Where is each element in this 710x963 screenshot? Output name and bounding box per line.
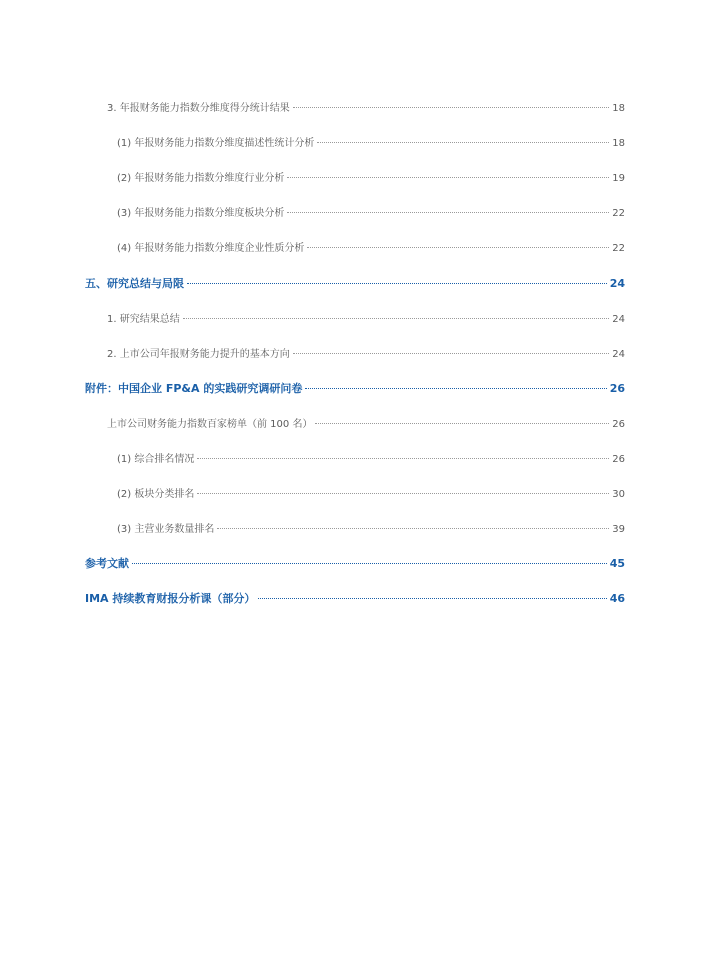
toc-entry-5-2[interactable]: [107, 345, 625, 361]
dot-leader: [132, 563, 607, 564]
dot-leader: [183, 318, 610, 319]
toc-entry-business-count-ranking[interactable]: [117, 520, 625, 536]
toc-page-number: 30: [612, 489, 625, 500]
toc-page-number: 46: [609, 592, 625, 605]
toc-entry-label: (2) 板块分类排名: [117, 489, 195, 500]
toc-page-number: 24: [612, 314, 625, 325]
dot-leader: [217, 528, 609, 529]
toc-page-number: 24: [609, 277, 625, 290]
dot-leader: [258, 598, 606, 599]
toc-entry-section-3[interactable]: [107, 99, 625, 115]
toc-entry-label: (1) 综合排名情况: [117, 454, 195, 465]
toc-entry-3-4[interactable]: [117, 239, 625, 255]
toc-entry-sector-ranking[interactable]: [117, 485, 625, 501]
toc-entry-label: 3. 年报财务能力指数分维度得分统计结果: [107, 103, 290, 114]
dot-leader: [187, 283, 607, 284]
dot-leader: [287, 212, 609, 213]
toc-entry-label: 五、研究总结与局限: [85, 277, 184, 290]
dot-leader: [287, 177, 609, 178]
toc-entry-label: (1) 年报财务能力指数分维度描述性统计分析: [117, 138, 315, 149]
dot-leader: [197, 458, 609, 459]
toc-entry-3-2[interactable]: [117, 169, 625, 185]
dot-leader: [197, 493, 609, 494]
toc-page-number: 22: [612, 208, 625, 219]
toc-page-number: 18: [612, 103, 625, 114]
toc-entry-label: (2) 年报财务能力指数分维度行业分析: [117, 173, 285, 184]
toc-page-number: 26: [612, 419, 625, 430]
dot-leader: [293, 107, 610, 108]
toc-entry-label: 上市公司财务能力指数百家榜单（前 100 名）: [107, 419, 313, 430]
toc-page-number: 26: [612, 454, 625, 465]
toc-entry-label: 2. 上市公司年报财务能力提升的基本方向: [107, 349, 290, 360]
toc-page-number: 45: [609, 557, 625, 570]
toc-entry-overall-ranking[interactable]: [117, 450, 625, 466]
toc-entry-5-1[interactable]: [107, 310, 625, 326]
toc-entry-label: IMA 持续教育财报分析课（部分）: [85, 592, 256, 605]
toc-entry-top-100-list[interactable]: [107, 415, 625, 431]
toc-entry-label: (4) 年报财务能力指数分维度企业性质分析: [117, 243, 305, 254]
dot-leader: [317, 142, 609, 143]
toc-page-number: 26: [609, 382, 625, 395]
toc-page-number: 39: [612, 524, 625, 535]
toc-entry-appendix[interactable]: [85, 380, 625, 396]
toc-entry-label: 参考文献: [85, 557, 129, 570]
toc-entry-3-1[interactable]: [117, 134, 625, 150]
toc-page-number: 24: [612, 349, 625, 360]
toc-entry-chapter-5[interactable]: [85, 275, 625, 291]
toc-entry-references[interactable]: [85, 555, 625, 571]
toc-entry-ima-course[interactable]: [85, 590, 625, 606]
toc-entry-label: (3) 主营业务数量排名: [117, 524, 215, 535]
toc-entry-label: (3) 年报财务能力指数分维度板块分析: [117, 208, 285, 219]
toc-page-number: 19: [612, 173, 625, 184]
toc-page-number: 22: [612, 243, 625, 254]
dot-leader: [315, 423, 609, 424]
dot-leader: [305, 388, 606, 389]
toc-entry-label: 附件：中国企业 FP&A 的实践研究调研问卷: [85, 382, 303, 395]
toc-entry-label: 1. 研究结果总结: [107, 314, 180, 325]
toc-page-number: 18: [612, 138, 625, 149]
toc-entry-3-3[interactable]: [117, 204, 625, 220]
dot-leader: [293, 353, 610, 354]
dot-leader: [307, 247, 609, 248]
